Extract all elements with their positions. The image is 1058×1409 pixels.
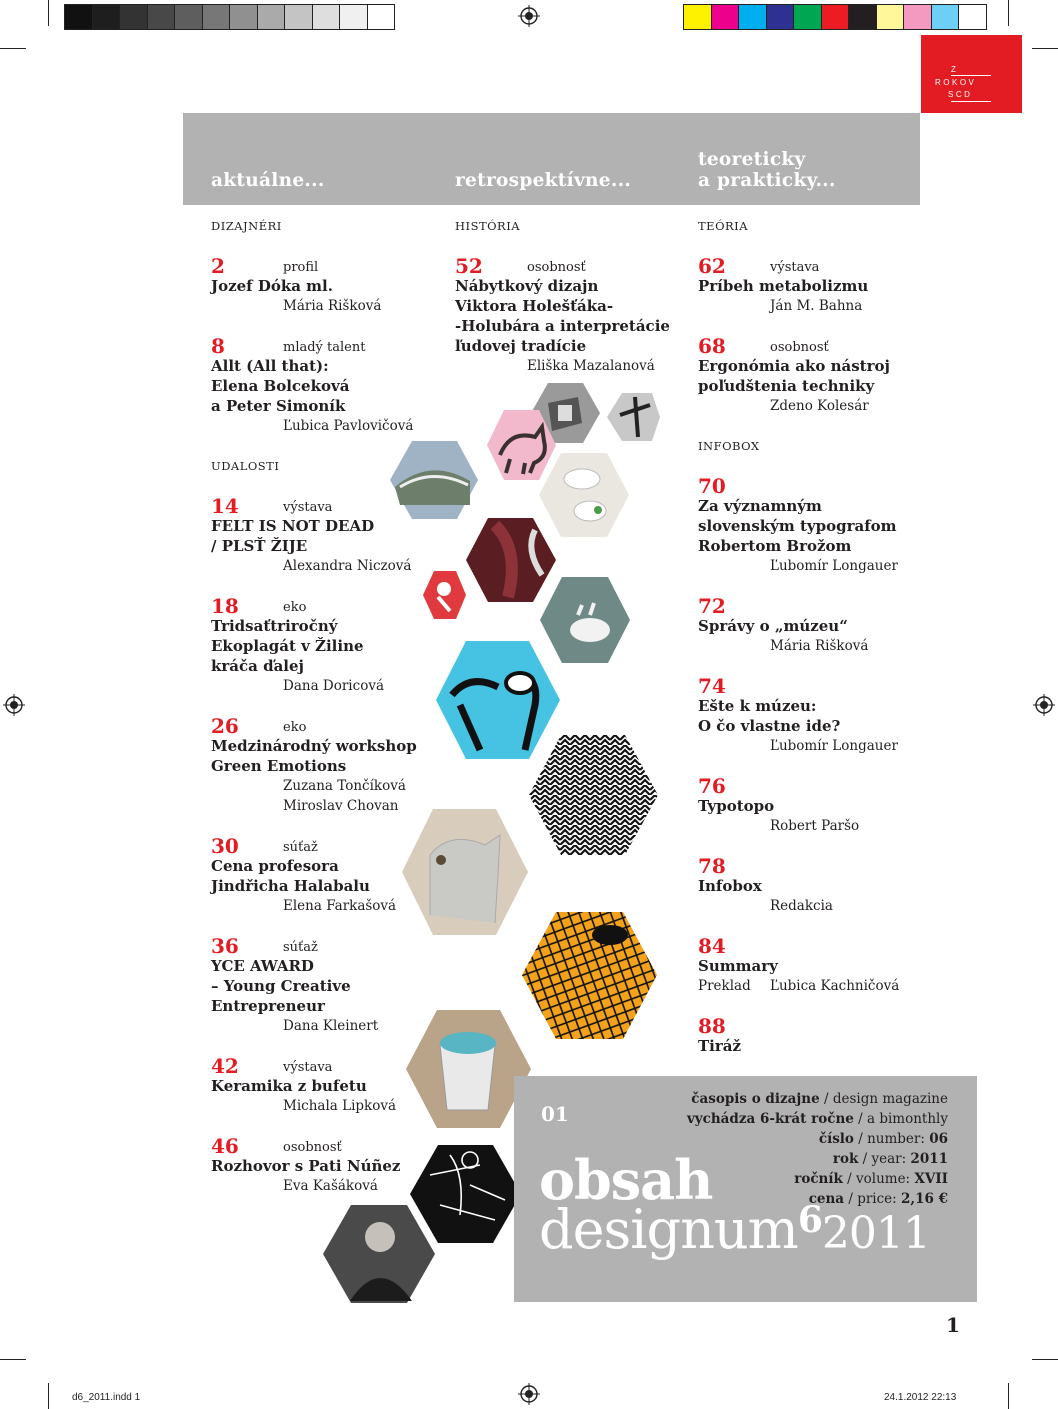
anniversary-badge xyxy=(921,35,1022,113)
entry-title: Robertom Brožom xyxy=(698,537,852,555)
section-label: INFOBOX xyxy=(698,439,760,453)
entry-author: Ľubica Kachničová xyxy=(770,978,900,994)
entry-title: Summary xyxy=(698,957,778,975)
page-number: 74 xyxy=(698,674,726,698)
entry-title: Elena Bolceková xyxy=(211,377,350,395)
entry-title: slovenským typografom xyxy=(698,517,897,535)
badge-line-2: ROKOV xyxy=(935,78,977,87)
entry-title: Za významným xyxy=(698,497,822,515)
entry-title: poľudštenia techniky xyxy=(698,377,875,395)
toc-entry[interactable] xyxy=(211,336,441,436)
info-number: XVII xyxy=(914,1171,948,1187)
info-number: 2011 xyxy=(910,1151,948,1167)
crop-mark xyxy=(48,0,49,26)
magazine-logo xyxy=(539,1200,930,1266)
logo-name: designum xyxy=(539,1198,798,1261)
badge-line-3: SCD xyxy=(948,90,973,99)
hexagon-plane-image xyxy=(607,393,660,441)
entry-title: ľudovej tradície xyxy=(455,337,587,355)
toc-entry[interactable] xyxy=(698,776,928,836)
entry-title: Ergonómia ako nástroj xyxy=(698,357,890,375)
entry-title: Medzinárodný workshop xyxy=(211,737,417,755)
entry-title: Príbeh metabolizmu xyxy=(698,277,869,295)
category: súťaž xyxy=(283,940,318,955)
crop-mark xyxy=(1032,1359,1058,1360)
entry-author: Eliška Mazalanová xyxy=(527,358,655,374)
entry-author: Ľubica Pavlovičová xyxy=(283,418,414,434)
toc-entry[interactable] xyxy=(211,596,441,696)
toc-entry[interactable] xyxy=(698,256,928,316)
info-label: rok xyxy=(832,1151,859,1167)
toc-entry[interactable] xyxy=(698,856,928,916)
info-value: volume: xyxy=(856,1171,915,1187)
entry-title: Nábytkový dizajn xyxy=(455,277,599,295)
entry-title: kráča ďalej xyxy=(211,657,304,675)
page-number: 76 xyxy=(698,774,726,798)
entry-title: a Peter Simoník xyxy=(211,397,346,415)
page-title: obsah xyxy=(539,1148,713,1212)
entry-title: Cena profesora xyxy=(211,857,339,875)
category: eko xyxy=(283,600,307,615)
entry-title: Jindřicha Halabalu xyxy=(211,877,370,895)
page-number: 2 xyxy=(211,254,225,278)
toc-entry[interactable] xyxy=(698,476,928,576)
info-value: number: xyxy=(867,1131,930,1147)
category: súťaž xyxy=(283,840,318,855)
entry-title: YCE AWARD xyxy=(211,957,314,975)
info-value: price: xyxy=(857,1191,902,1207)
page-number: 26 xyxy=(211,714,239,738)
info-label: číslo xyxy=(818,1131,854,1147)
category: mladý talent xyxy=(283,340,366,355)
hexagon-orange-image xyxy=(522,912,657,1039)
entry-title: O čo vlastne ide? xyxy=(698,717,841,735)
info-value: a bimonthly xyxy=(867,1111,948,1127)
entry-author: Dana Kleinert xyxy=(283,1018,379,1034)
entry-author: Michala Lipková xyxy=(283,1098,397,1114)
logo-issue: 6 xyxy=(797,1199,822,1241)
crop-mark xyxy=(48,1383,49,1409)
entry-title: Allt (All that): xyxy=(211,357,329,375)
header-col-2: retrospektívne... xyxy=(455,170,632,191)
entry-author: Ľubomír Longauer xyxy=(770,738,898,754)
info-label: ročník xyxy=(794,1171,843,1187)
entry-title: Entrepreneur xyxy=(211,997,325,1015)
badge-line-1: Z xyxy=(951,65,959,74)
entry-title: / PLSŤ ŽIJE xyxy=(211,537,308,555)
entry-title: Ešte k múzeu: xyxy=(698,697,817,715)
entry-title: Tridsaťtriročný xyxy=(211,617,338,635)
entry-author: Ľubomír Longauer xyxy=(770,558,898,574)
entry-author: Dana Doricová xyxy=(283,678,384,694)
section-label: DIZAJNÉRI xyxy=(211,219,282,233)
category: výstava xyxy=(283,500,333,515)
page-number: 62 xyxy=(698,254,726,278)
entry-author: Miroslav Chovan xyxy=(283,798,399,814)
toc-entry[interactable] xyxy=(211,496,441,576)
crop-mark xyxy=(0,1359,26,1360)
toc-entry[interactable] xyxy=(211,1136,441,1196)
crop-mark xyxy=(1008,1383,1009,1409)
entry-title: Ekoplagát v Žiline xyxy=(211,637,364,655)
section-label: TEÓRIA xyxy=(698,219,748,233)
registration-mark-icon xyxy=(518,1383,540,1405)
registration-mark-icon xyxy=(3,694,25,716)
toc-entry[interactable] xyxy=(211,936,441,1036)
category: výstava xyxy=(770,260,820,275)
category: osobnosť xyxy=(770,340,829,355)
category: osobnosť xyxy=(283,1140,342,1155)
magazine-info: časopis o dizajne / design magazine vychádza 6-krát ročne / a bimonthly číslo / number: 06 rok / year: 2011 ročník / volume: XVII cena / price: 2,16 € xyxy=(686,1091,948,1207)
page-number: 14 xyxy=(211,494,239,518)
color-bar xyxy=(683,4,987,30)
toc-entry[interactable] xyxy=(698,676,928,756)
entry-author: Zdeno Kolesár xyxy=(770,398,869,414)
registration-mark-icon xyxy=(1033,694,1055,716)
hexagon-red-image xyxy=(466,518,556,602)
entry-author: Redakcia xyxy=(770,898,833,914)
page-number: 30 xyxy=(211,834,239,858)
entry-title: Rozhovor s Pati Núñez xyxy=(211,1157,401,1175)
toc-entry[interactable] xyxy=(211,1056,441,1116)
section-label: UDALOSTI xyxy=(211,459,280,473)
hexagon-pattern-image xyxy=(529,735,658,855)
info-value: year: xyxy=(871,1151,911,1167)
entry-author: Elena Farkašová xyxy=(283,898,397,914)
header-col-3-line-1: teoreticky xyxy=(698,149,806,170)
entry-title: FELT IS NOT DEAD xyxy=(211,517,375,535)
toc-entry[interactable] xyxy=(698,936,928,996)
entry-author: Mária Rišková xyxy=(770,638,869,654)
toc-header xyxy=(183,113,920,205)
page-number: 36 xyxy=(211,934,239,958)
page-number: 72 xyxy=(698,594,726,618)
info-label: vychádza 6-krát ročne xyxy=(686,1111,854,1127)
info-value: design magazine xyxy=(832,1091,948,1107)
section-number: 01 xyxy=(541,1102,569,1126)
masthead-box xyxy=(514,1076,977,1302)
page-number: 42 xyxy=(211,1054,239,1078)
entry-title: Správy o „múzeu“ xyxy=(698,617,848,635)
toc-entry[interactable] xyxy=(211,256,441,316)
page-number: 8 xyxy=(211,334,225,358)
entry-author: Eva Kašáková xyxy=(283,1178,378,1194)
grayscale-bar xyxy=(64,4,395,30)
page-number: 70 xyxy=(698,474,726,498)
hexagon-portrait-image xyxy=(323,1205,435,1303)
page-number: 46 xyxy=(211,1134,239,1158)
folio-page-number: 1 xyxy=(946,1313,960,1337)
entry-author: Alexandra Niczová xyxy=(283,558,412,574)
toc-entry[interactable] xyxy=(698,596,928,656)
page-number: 68 xyxy=(698,334,726,358)
page-number: 84 xyxy=(698,934,726,958)
category: osobnosť xyxy=(527,260,586,275)
slug-filename: d6_2011.indd 1 xyxy=(72,1392,141,1403)
category: eko xyxy=(283,720,307,735)
crop-mark xyxy=(1008,0,1009,26)
info-number: 2,16 € xyxy=(901,1191,948,1207)
entry-author: Robert Paršo xyxy=(770,818,860,834)
entry-title: Typotopo xyxy=(698,797,775,815)
toc-entry[interactable] xyxy=(455,256,685,376)
entry-title: Jozef Dóka ml. xyxy=(211,277,333,295)
page-number: 18 xyxy=(211,594,239,618)
header-col-1: aktuálne... xyxy=(211,170,325,191)
page-number: 78 xyxy=(698,854,726,878)
hexagon-sink-image xyxy=(436,641,560,759)
entry-title: – Young Creative xyxy=(211,977,351,995)
slug-date: 24.1.2012 22:13 xyxy=(884,1392,957,1403)
logo-year: 2011 xyxy=(821,1208,930,1259)
hexagon-cups-image xyxy=(539,453,629,537)
entry-title: Infobox xyxy=(698,877,762,895)
info-label: cena xyxy=(808,1191,845,1207)
entry-title: -Holubára a interpretácie xyxy=(455,317,670,335)
entry-author: Ján M. Bahna xyxy=(770,298,863,314)
toc-entry[interactable] xyxy=(211,836,441,916)
toc-entry[interactable] xyxy=(211,716,441,816)
registration-mark-icon xyxy=(518,5,540,27)
entry-title: Green Emotions xyxy=(211,757,347,775)
crop-mark xyxy=(1032,48,1058,49)
info-number: 06 xyxy=(929,1131,948,1147)
category: výstava xyxy=(283,1060,333,1075)
entry-author: Mária Rišková xyxy=(283,298,382,314)
category: profil xyxy=(283,260,319,275)
entry-title: Tiráž xyxy=(698,1037,742,1055)
page-number: 52 xyxy=(455,254,483,278)
hexagon-rabbit-image xyxy=(540,577,630,663)
toc-entry[interactable] xyxy=(698,1016,928,1056)
section-label: HISTÓRIA xyxy=(455,219,521,233)
entry-title: Viktora Holešťáka- xyxy=(455,297,614,315)
toc-entry[interactable] xyxy=(698,336,928,416)
translation-prefix: Preklad xyxy=(698,978,751,994)
crop-mark xyxy=(0,48,26,49)
header-col-3-line-2: a prakticky... xyxy=(698,170,836,191)
entry-author: Zuzana Tončíková xyxy=(283,778,406,794)
page-number: 88 xyxy=(698,1014,726,1038)
info-label: časopis o dizajne xyxy=(691,1091,820,1107)
entry-title: Keramika z bufetu xyxy=(211,1077,367,1095)
